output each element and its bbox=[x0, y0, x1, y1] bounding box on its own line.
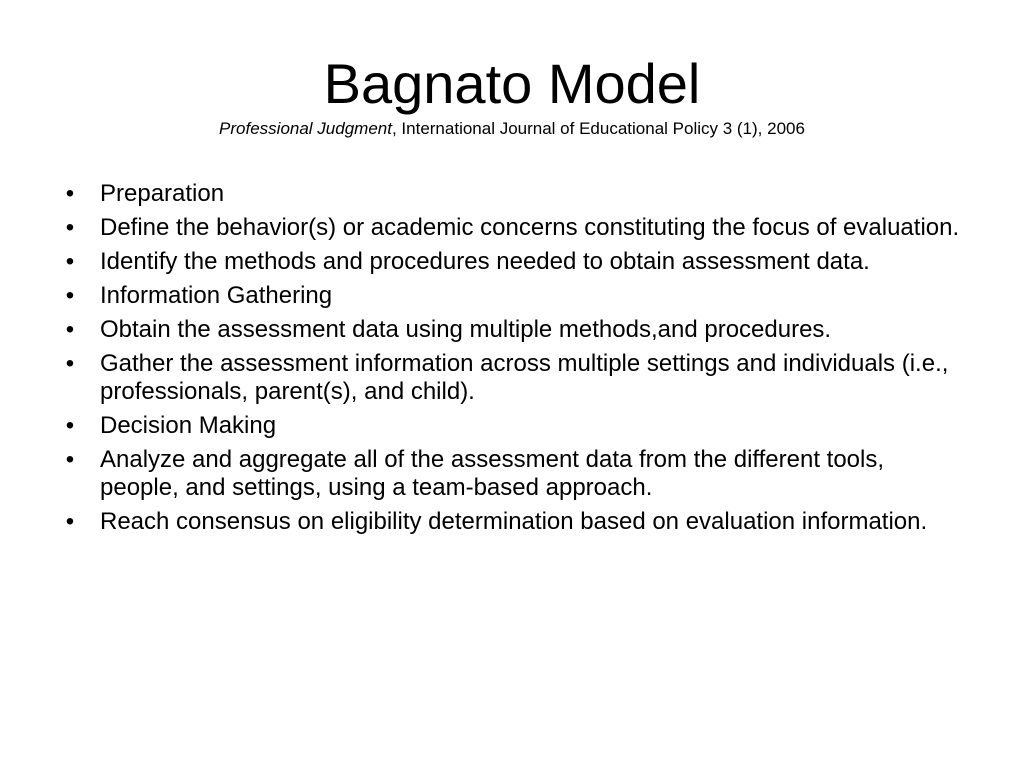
bullet-text: Identify the methods and procedures needed to obtain assessment data. bbox=[100, 248, 870, 275]
bullet-item bbox=[60, 412, 960, 440]
bullet-text: Analyze and aggregate all of the assessment data from the different tools, people, and settings, using a team-based approach. bbox=[100, 446, 885, 501]
bullet-item bbox=[60, 282, 960, 310]
bullet-text: Obtain the assessment data using multiple methods,and procedures. bbox=[100, 316, 832, 343]
bullet-item bbox=[60, 508, 960, 536]
bullet-text: Information Gathering bbox=[100, 282, 333, 309]
bullet-item bbox=[60, 248, 960, 276]
bullet-icon: • bbox=[65, 316, 75, 343]
bullet-item bbox=[60, 446, 960, 502]
slide-subtitle bbox=[0, 118, 1024, 140]
bullet-icon: • bbox=[65, 412, 75, 439]
bullet-item bbox=[60, 316, 960, 344]
bullet-item bbox=[60, 180, 960, 208]
bullet-text: Gather the assessment information across multiple settings and individuals (i.e., professionals, parent(s), and child). bbox=[100, 350, 949, 405]
bullet-icon: • bbox=[65, 248, 75, 275]
bullet-text: Preparation bbox=[100, 180, 225, 207]
slide-title: Bagnato Model bbox=[323, 52, 701, 115]
bullet-item bbox=[60, 214, 960, 242]
subtitle-citation: , International Journal of Educational Policy 3 (1), 2006 bbox=[391, 119, 805, 138]
bullet-icon: • bbox=[65, 282, 75, 309]
bullet-icon: • bbox=[65, 446, 75, 473]
bullet-icon: • bbox=[65, 508, 75, 535]
bullet-icon: • bbox=[65, 350, 75, 377]
bullet-item bbox=[60, 350, 960, 406]
bullet-text: Reach consensus on eligibility determination based on evaluation information. bbox=[100, 508, 928, 535]
bullet-icon: • bbox=[65, 214, 75, 241]
bullet-text: Define the behavior(s) or academic concerns constituting the focus of evaluation. bbox=[100, 214, 960, 241]
bullet-list bbox=[60, 180, 960, 542]
title-block bbox=[0, 52, 1024, 140]
subtitle-italic: Professional Judgment bbox=[219, 119, 392, 138]
bullet-text: Decision Making bbox=[100, 412, 277, 439]
bullet-icon: • bbox=[65, 180, 75, 207]
